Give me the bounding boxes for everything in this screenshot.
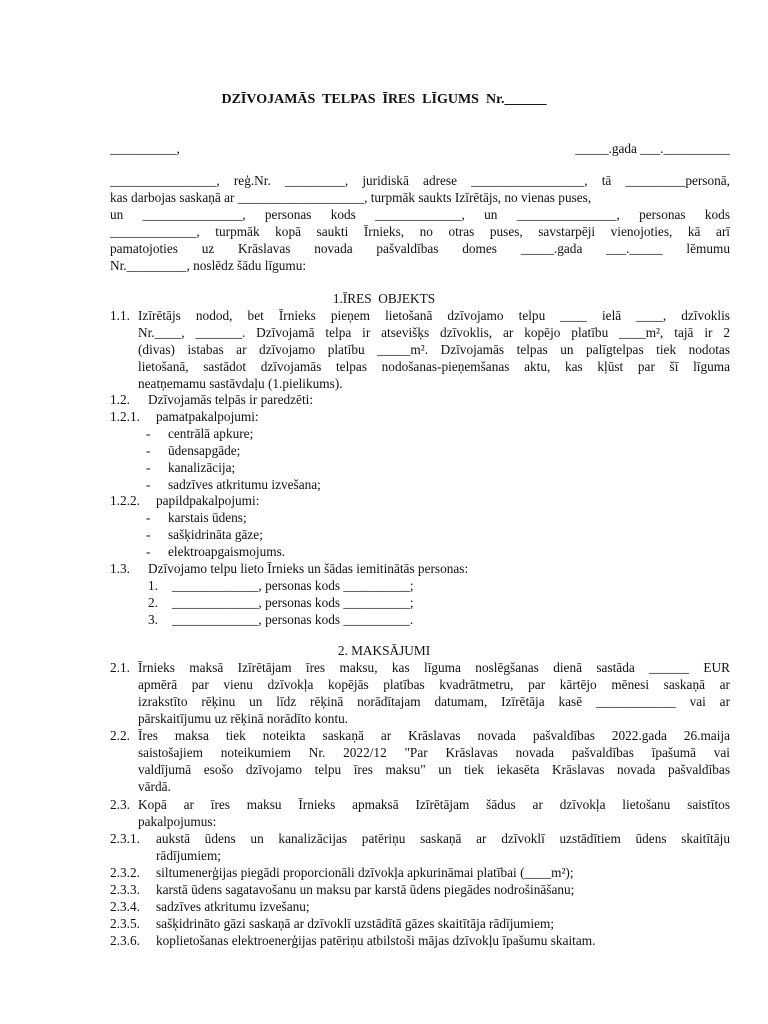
clause-2-2-line-2: saistošajiem noteikumiem Nr. 2022/12 "Par Krāslavas novada pašvaldības īpašumā vai <box>138 745 730 760</box>
clause-number: 2.3.6. <box>110 933 140 948</box>
list-item: - sašķidrināta gāze; <box>146 527 263 542</box>
clause-2-3-line-2: pakalpojumus: <box>138 814 217 829</box>
clause-1-1-line-1: Izīrētājs nodod, bet Īrnieks pieņem lietošanā dzīvojamo telpu ____ ielā ____, dzīvoklis <box>138 308 730 323</box>
section-1-heading: 1.ĪRES OBJEKTS <box>332 291 436 306</box>
clause-2-3-6-text: koplietošanas elektroenerģijas patēriņu atbilstoši mājas dzīvokļu īpašumu skaitam. <box>156 933 596 948</box>
clause-number: 2.3.4. <box>110 899 140 914</box>
list-item: - elektroapgaismojums. <box>146 544 286 559</box>
clause-2-2-line-1: Īres maksa tiek noteikta saskaņā ar Krāslavas novada pašvaldības 2022.gada 26.maija <box>138 728 730 743</box>
intro-line-1: ________________, reģ.Nr. _________, juridiskā adrese _________________, tā _________personā, <box>110 173 730 188</box>
clause-number: 2.3.3. <box>110 882 140 897</box>
clause-1-2-text: Dzīvojamās telpās ir paredzēti: <box>148 392 314 407</box>
list-item: 3. _____________, personas kods __________. <box>148 612 414 627</box>
clause-2-3-4-text: sadzīves atkritumu izvešanu; <box>156 899 310 914</box>
clause-2-1-line-1: Īrnieks maksā Izīrētājam īres maksu, kas līguma noslēgšanas dienā sastāda ______ EUR <box>138 660 730 675</box>
section-2-heading: 2. MAKSĀJUMI <box>337 643 431 658</box>
clause-2-3-1-line-2: rādījumiem; <box>156 848 221 863</box>
clause-number: 2.3.1. <box>110 831 140 846</box>
clause-1-1-line-5: neatņemamu sastāvdaļu (1.pielikums). <box>138 376 343 391</box>
list-item: 1. _____________, personas kods __________; <box>148 578 414 593</box>
clause-number: 1.1. <box>110 308 130 323</box>
intro-line-2: kas darbojas saskaņā ar ___________________, turpmāk saukts Izīrētājs, no vienas puses, <box>110 190 592 205</box>
clause-2-1-line-4: pārskaitījumu uz rēķinā norādīto kontu. <box>138 711 349 726</box>
clause-1-1-line-4: lietošanā, sastādot dzīvojamās telpas nodošanas-pieņemšanas aktu, kas kļūst par šī līguma <box>138 359 730 374</box>
clause-number: 2.1. <box>110 660 130 675</box>
clause-1-2-2-text: papildpakalpojumi: <box>156 493 260 508</box>
clause-number: 2.3. <box>110 797 130 812</box>
clause-number: 1.3. <box>110 561 130 576</box>
list-item: - karstais ūdens; <box>146 510 247 525</box>
intro-line-5: pamatojoties uz Krāslavas novada pašvaldības domes _____.gada ___._____ lēmumu <box>110 241 730 256</box>
clause-1-2-1-text: pamatpakalpojumi: <box>156 409 259 424</box>
list-item: - sadzīves atkritumu izvešana; <box>146 477 321 492</box>
clause-number: 2.2. <box>110 728 130 743</box>
clause-2-1-line-3: izrakstīto rēķinu un līdz rēķinā norādītajam datumam, Izīrētāja kasē ____________ vai ar <box>138 694 730 709</box>
clause-2-3-1-line-1: aukstā ūdens un kanalizācijas patēriņu saskaņā ar dzīvoklī uzstādītiem ūdens skaitītāju <box>156 831 730 846</box>
clause-number: 1.2.2. <box>110 493 140 508</box>
intro-line-3: un _______________, personas kods _____________, un _______________, personas kods <box>110 207 730 222</box>
place-field: __________, <box>110 141 180 156</box>
clause-2-2-line-3: valdījumā esošo dzīvojamo telpu īres maksu" un tiek iekasēta Krāslavas novada pašvaldības <box>138 762 730 777</box>
clause-number: 2.3.2. <box>110 865 140 880</box>
intro-line-6: Nr._________, noslēdz šādu līgumu: <box>110 258 307 273</box>
list-item: - ūdensapgāde; <box>146 443 241 458</box>
clause-2-2-line-4: vārdā. <box>138 779 171 794</box>
clause-2-3-3-text: karstā ūdens sagatavošanu un maksu par karstā ūdens piegādes nodrošināšanu; <box>156 882 575 897</box>
clause-number: 1.2. <box>110 392 130 407</box>
clause-2-3-line-1: Kopā ar īres maksu Īrnieks apmaksā Izīrētājam šādus ar dzīvokļa lietošanu saistītos <box>138 797 730 812</box>
clause-number: 2.3.5. <box>110 916 140 931</box>
clause-number: 1.2.1. <box>110 409 140 424</box>
document-title: DZĪVOJAMĀS TELPAS ĪRES LĪGUMS Nr.______ <box>221 92 547 107</box>
list-item: 2. _____________, personas kods __________; <box>148 595 414 610</box>
clause-1-1-line-3: (divas) istabas ar dzīvojamo platību _____m². Dzīvojamās telpas un palīgtelpas tiek nodotas <box>138 342 730 357</box>
intro-line-4: _____________, turpmāk kopā saukti Īrnieks, no otras puses, savstarpēji vienojoties, kā arī <box>110 224 730 239</box>
clause-1-1-line-2: Nr.____, _______. Dzīvojamā telpa ir atsevišķs dzīvoklis, ar kopējo platību ____m², tajā ir 2 <box>138 325 730 340</box>
clause-2-3-2-text: siltumenerģijas piegādi proporcionāli dzīvokļa apkurināmai platībai (____m²); <box>156 865 574 880</box>
date-field: _____.gada ___.__________ <box>575 141 730 156</box>
clause-2-3-5-text: sašķidrināto gāzi saskaņā ar dzīvoklī uzstādītā gāzes skaitītāja rādījumiem; <box>156 916 555 931</box>
list-item: - centrālā apkure; <box>146 426 254 441</box>
list-item: - kanalizācija; <box>146 460 236 475</box>
clause-1-3-text: Dzīvojamo telpu lieto Īrnieks un šādas iemitinātās personas: <box>148 561 469 576</box>
clause-2-1-line-2: apmērā par vienu dzīvokļa kopējās platības kvadrātmetru, par kārtējo mēnesi saskaņā ar <box>138 677 730 692</box>
